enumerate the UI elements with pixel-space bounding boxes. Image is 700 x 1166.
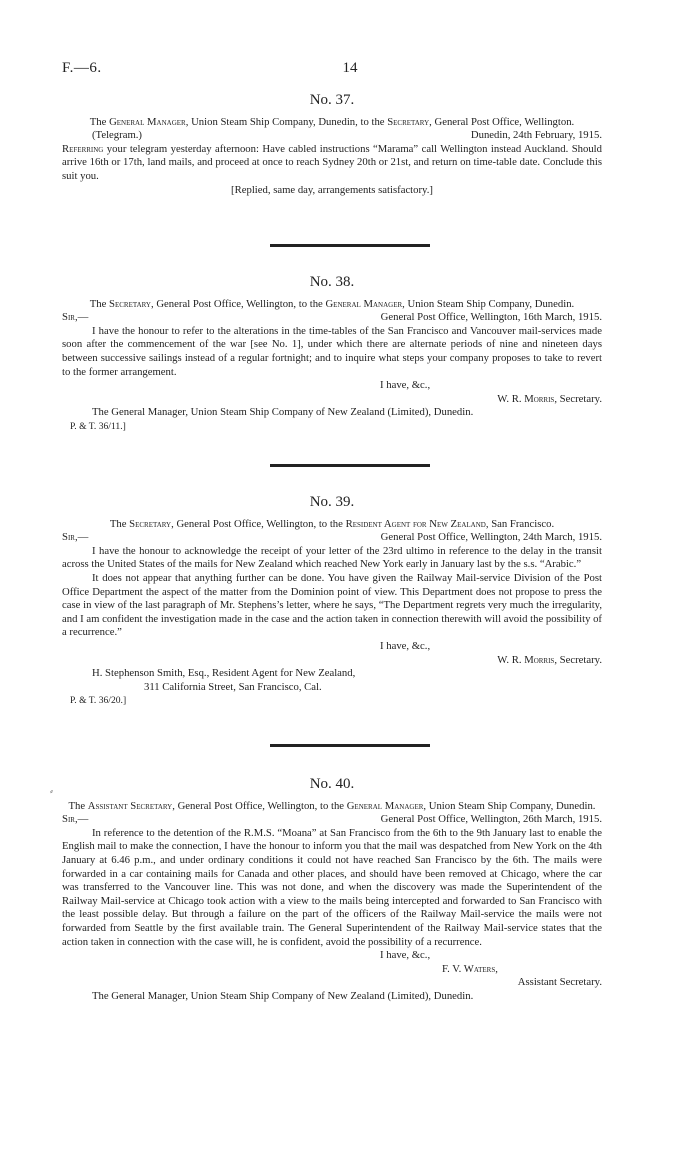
letter-40-heading: The Assistant Secretary, General Post Office, Wellington, to the General Manager, Union Steam Ship Company, Dunedin. bbox=[68, 799, 596, 812]
page-number: 14 bbox=[342, 60, 358, 76]
letter-39-paragraph-1: I have the honour to acknowledge the receipt of your letter of the 23rd ultimo in reference to the delay in the transit across the United States of the mails for New Zealand which reached New York early in January last by the s.s. “Arabic.” bbox=[62, 544, 602, 571]
margin-mark-icon: ⸗ bbox=[50, 786, 53, 796]
letter-37-body: Referring your telegram yesterday afternoon: Have cabled instructions “Marama” call Wellington instead Auckland. Should arrive 16th or 17th, land mails, and proceed at once to reach Sydney 20th or 21st, and return on time-table date. Conclude this suit you. bbox=[62, 142, 602, 182]
letter-40-body: In reference to the detention of the R.M.S. “Moana” at San Francisco from the 6th to the 9th January last to enable the English mail to make the connection, I have the honour to inform you that the mail was despatched from New York on the 4th January at 6.46 p.m., and under ordinary conditions it could not have reached San Francisco by the 6th. The mails were forwarded in a car containing mails for Canada and other places, and should have been removed at Chicago, where the car was transferred to the Vancouver line. This was not done, and when the discovery was made the Superintendent of the Railway Mail-service at Chicago took action with a view to the mails being intercepted and forwarded to San Francisco with the least possible delay. But through a failure on the part of the officers of the Railway Mail-service the mails were not forwarded from Seattle by the first available train. The General Superintendent of the Railway Mail-service states that the action taken in connection with the case will, he is confident, avoid the possibility of a recurrence. bbox=[62, 826, 602, 948]
letter-37 bbox=[62, 94, 602, 197]
letter-39-number: No. 39. bbox=[309, 494, 355, 510]
letter-38-reference: P. & T. 36/11.] bbox=[70, 420, 126, 432]
letter-40-dateline bbox=[62, 813, 602, 827]
letter-37-place-date: Dunedin, 24th February, 1915. bbox=[470, 129, 602, 142]
letter-38-closing: I have, &c., bbox=[380, 379, 431, 392]
section-divider bbox=[270, 464, 430, 467]
letter-37-heading: The General Manager, Union Steam Ship Company, Dunedin, to the Secretary, General Post Office, Wellington. bbox=[89, 115, 575, 128]
letter-40-addressee: The General Manager, Union Steam Ship Company of New Zealand (Limited), Dunedin. bbox=[92, 989, 474, 1002]
letter-40-number: No. 40. bbox=[309, 776, 355, 792]
letter-40-signature-role: Assistant Secretary. bbox=[517, 976, 602, 989]
letter-38-number: No. 38. bbox=[309, 274, 355, 290]
letter-40-salutation: Sir,— bbox=[62, 813, 89, 826]
letter-38-place-date: General Post Office, Wellington, 16th March, 1915. bbox=[380, 311, 602, 324]
letter-37-number: No. 37. bbox=[309, 92, 355, 108]
section-divider bbox=[270, 244, 430, 247]
letter-38-heading: The Secretary, General Post Office, Wellington, to the General Manager, Union Steam Ship Company, Dunedin. bbox=[89, 297, 575, 310]
letter-38-addressee: The General Manager, Union Steam Ship Company of New Zealand (Limited), Dunedin. bbox=[92, 406, 474, 419]
letter-39 bbox=[62, 496, 602, 708]
letter-38-dateline bbox=[62, 311, 602, 325]
page-code: F.—6. bbox=[62, 60, 102, 76]
letter-39-closing: I have, &c., bbox=[380, 639, 431, 652]
letter-39-addressee-line-1: H. Stephenson Smith, Esq., Resident Agent for New Zealand, bbox=[92, 667, 356, 680]
letter-38 bbox=[62, 276, 602, 434]
letter-37-kind: (Telegram.) bbox=[92, 129, 142, 142]
letter-40-place-date: General Post Office, Wellington, 26th March, 1915. bbox=[380, 813, 602, 826]
letter-37-dateline bbox=[62, 129, 602, 143]
letter-39-salutation: Sir,— bbox=[62, 531, 89, 544]
letter-40-closing: I have, &c., bbox=[380, 949, 431, 962]
letter-39-place-date: General Post Office, Wellington, 24th March, 1915. bbox=[380, 531, 602, 544]
letter-39-heading: The Secretary, General Post Office, Wellington, to the Resident Agent for New Zealand, San Francisco. bbox=[109, 517, 555, 530]
letter-38-salutation: Sir,— bbox=[62, 311, 89, 324]
letter-40-signature-name: F. V. Waters, bbox=[442, 962, 498, 975]
letter-39-addressee-line-2: 311 California Street, San Francisco, Cal. bbox=[144, 680, 322, 693]
letter-40 bbox=[62, 778, 602, 1004]
letter-39-signature: W. R. Morris, Secretary. bbox=[497, 653, 602, 666]
letter-38-body: I have the honour to refer to the alterations in the time-tables of the San Francisco and Vancouver mail-services made soon after the commencement of the war [see No. 1], under which there are alternate periods of nine and nineteen days between successive sailings instead of a regular fortnight; and to inquire what steps your company proposes to take to revert to the former arrangement. bbox=[62, 324, 602, 378]
section-divider bbox=[270, 744, 430, 747]
letter-37-note: [Replied, same day, arrangements satisfactory.] bbox=[231, 183, 433, 196]
letter-38-signature: W. R. Morris, Secretary. bbox=[497, 392, 602, 405]
letter-39-reference: P. & T. 36/20.] bbox=[70, 695, 127, 707]
letter-39-dateline bbox=[62, 531, 602, 545]
letter-39-paragraph-2: It does not appear that anything further can be done. You have given the Railway Mail-service Division of the Post Office Department the aspect of the matter from the Dominion point of view. This Department does not propose to press the case in view of the last paragraph of Mr. Stephens’s letter, where he says, “The Department regrets very much the irregularity, and I am confident the investigation made in the case and the action taken in connection therewith will avoid the possibility of a recurrence.” bbox=[62, 571, 602, 639]
